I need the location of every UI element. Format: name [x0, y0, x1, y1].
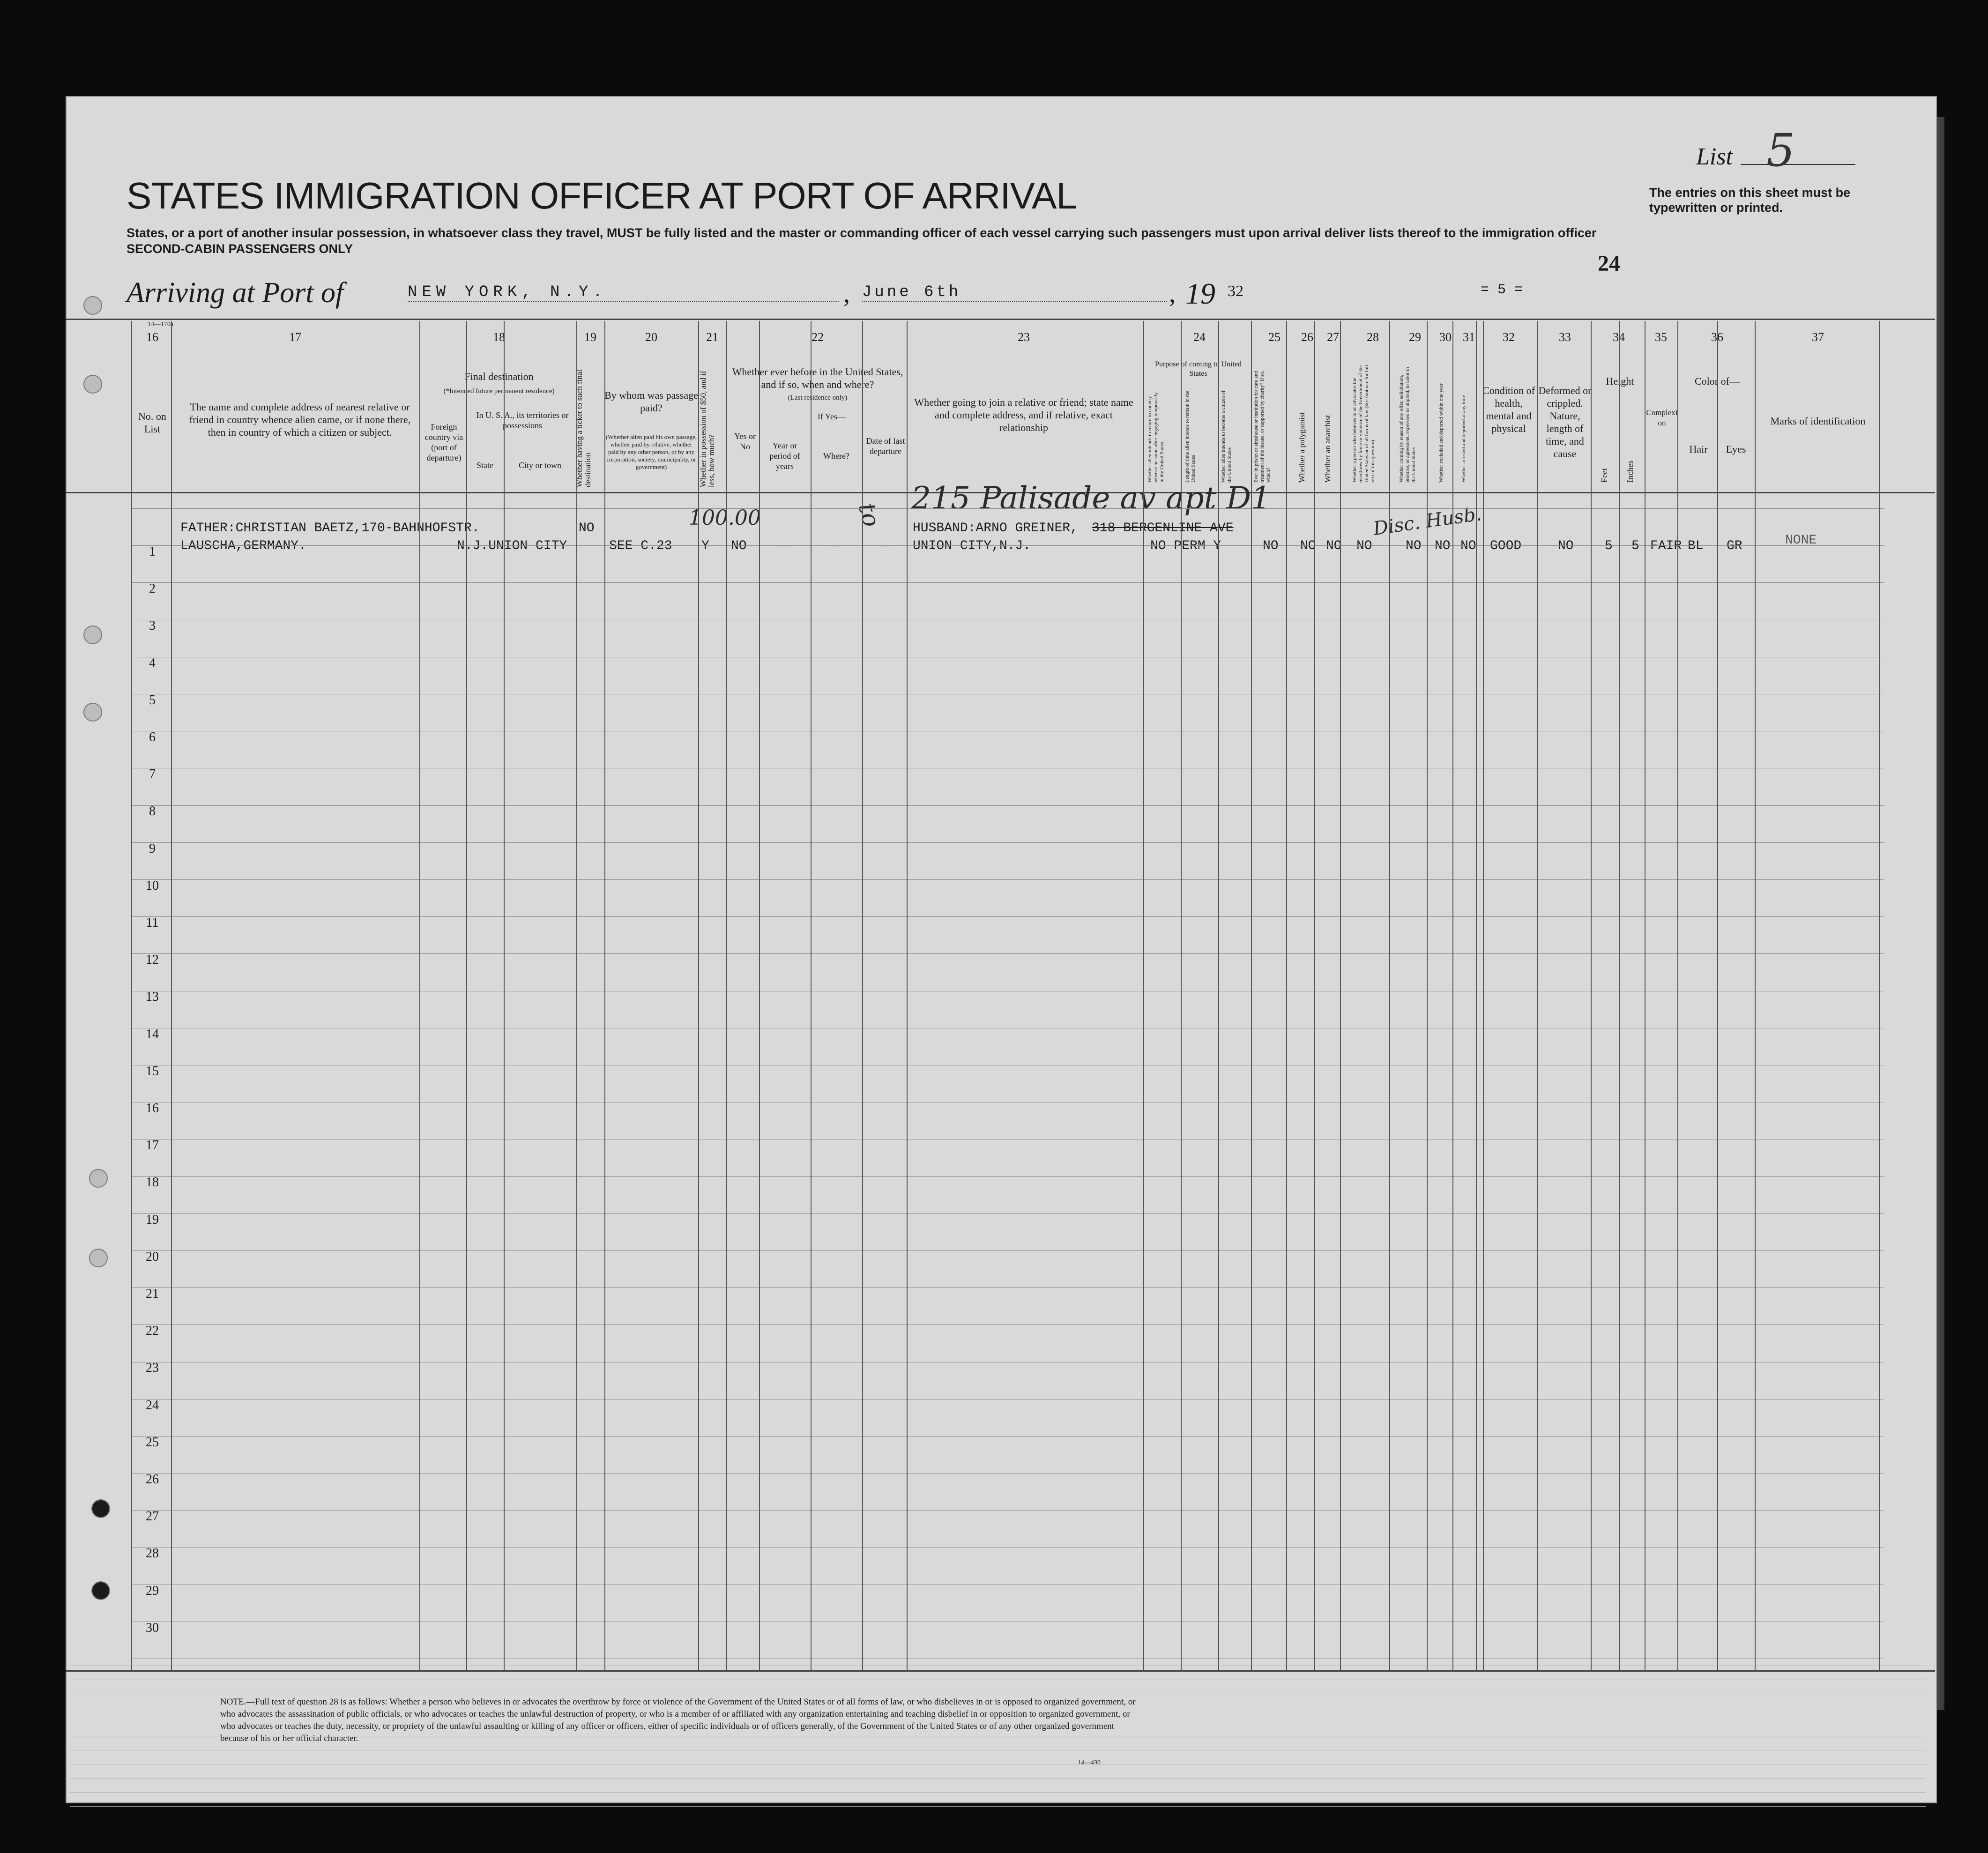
row-line — [131, 508, 1884, 509]
header-purpose: Purpose of coming to United States — [1155, 360, 1242, 378]
col-number: 37 — [1812, 330, 1824, 344]
subtitle-cabin: SECOND-CABIN PASSENGERS ONLY — [127, 242, 353, 256]
marks-value: NONE — [1785, 533, 1817, 548]
column-line — [1879, 321, 1880, 1670]
column-line — [576, 321, 577, 1670]
row-number: 19 — [146, 1212, 159, 1227]
row-number: 27 — [146, 1509, 159, 1524]
column-line — [1314, 321, 1315, 1670]
column-line — [466, 321, 467, 1670]
col-number: 23 — [1018, 330, 1030, 344]
header-deformed: Deformed or crippled. Nature, length of time, and cause — [1538, 385, 1592, 460]
feet-value: 5 — [1605, 539, 1613, 553]
column-line — [1218, 321, 1219, 1670]
header-year-period: Year or period of years — [769, 441, 800, 471]
header-in-usa: In U. S. A., its territories or possessions — [476, 410, 569, 430]
form-code: 14—170a — [148, 321, 174, 328]
relative-line-1: FATHER:CHRISTIAN BAETZ,170-BAHNHOFSTR. — [180, 521, 480, 536]
row-number: 23 — [146, 1361, 159, 1376]
ticket-value: NO — [579, 521, 595, 536]
col-number: 26 — [1301, 330, 1313, 344]
column-line — [907, 321, 908, 1670]
ruled-line — [70, 1792, 1926, 1793]
header-yes-no: Yes or No — [734, 432, 756, 451]
row-number: 12 — [146, 953, 159, 967]
relative-line-2: LAUSCHA,GERMANY. — [180, 539, 306, 553]
punch-hole — [83, 703, 102, 722]
row-number: 29 — [146, 1583, 159, 1598]
row-number: 4 — [149, 655, 156, 670]
purpose-value: NO PERM Y — [1150, 539, 1221, 553]
column-line — [1717, 321, 1718, 1670]
q31-value: NO — [1460, 539, 1476, 553]
year-prefix: 19 — [1185, 277, 1215, 310]
fifty-handwritten: 100.00 — [689, 506, 761, 530]
header-before-us: Whether ever before in the United States, and if so, when and where? — [732, 366, 903, 390]
column-line — [862, 321, 863, 1670]
header-join-relative: Whether going to join a relative or friend; state name and complete address, and if relative, exact relationship — [914, 396, 1133, 433]
row-number: 26 — [146, 1472, 159, 1487]
col-number: 25 — [1268, 330, 1281, 344]
column-line — [504, 321, 505, 1670]
column-line — [171, 321, 172, 1670]
header-question-28: Whether a person who believes in or advocates the overthrow by force or violence of the Government of the United States or of all forms of law (See footnote for full text of this question) — [1352, 365, 1376, 483]
header-color-of: Color of— — [1695, 375, 1740, 387]
row-line — [131, 1176, 1884, 1177]
header-foreign-country: Foreign country via (port of departure) — [424, 422, 463, 462]
column-line — [1476, 321, 1477, 1670]
row-line — [131, 916, 1884, 917]
deformed-value: NO — [1558, 539, 1574, 553]
row-number: 3 — [149, 618, 156, 633]
header-no-on-list: No. on List — [138, 410, 166, 435]
comma: , — [1169, 279, 1176, 308]
health-value: GOOD — [1490, 539, 1522, 553]
eyes-value: GR — [1727, 539, 1742, 553]
header-passage: By whom was passage paid? — [604, 389, 698, 414]
col-number: 29 — [1409, 330, 1421, 344]
ruled-line — [70, 1806, 1926, 1807]
row-line — [131, 582, 1884, 583]
date-value: June 6th — [862, 283, 1167, 302]
year-suffix: 32 — [1228, 283, 1243, 300]
header-date-departure: Date of last departure — [866, 436, 905, 456]
punch-hole — [83, 375, 102, 394]
column-line — [1143, 321, 1144, 1670]
column-line — [1340, 321, 1341, 1670]
table-top-rule — [66, 319, 1935, 320]
row-number: 13 — [146, 990, 159, 1005]
header-relative: The name and complete address of nearest relative or friend in country whence alien came, or if none there, then in country of which a citizen or subject. — [189, 401, 411, 438]
row-number: 15 — [146, 1064, 159, 1079]
header-city: City or town — [518, 461, 561, 470]
column-line — [1452, 321, 1453, 1670]
header-eyes: Eyes — [1726, 443, 1746, 455]
column-line — [419, 321, 420, 1670]
header-passage-note: (Whether alien paid his own passage, whether paid by relative, whether paid by any other person, or by any corporation, society, municipality, or government) — [605, 433, 697, 470]
header-ticket: Whether having a ticket to such final destination — [575, 369, 592, 487]
q29-value: NO — [1406, 539, 1422, 553]
row-number: 25 — [146, 1435, 159, 1450]
row-number: 1 — [149, 544, 156, 559]
row-line — [131, 879, 1884, 880]
column-line — [1389, 321, 1390, 1670]
punch-hole — [91, 1581, 110, 1600]
row-line — [131, 953, 1884, 954]
col-number: 27 — [1327, 330, 1339, 344]
col-number: 17 — [289, 330, 301, 344]
join-struck-address: 318 BERGENLINE AVE — [1092, 521, 1234, 536]
table-bottom-rule — [66, 1670, 1935, 1672]
row-number: 7 — [149, 767, 156, 782]
column-line — [1181, 321, 1182, 1670]
punch-hole — [91, 1499, 110, 1518]
instructions: The entries on this sheet must be typewritten or printed. — [1649, 186, 1851, 215]
row-line — [131, 1287, 1884, 1288]
before-where: — — [832, 539, 840, 553]
col-number: 16 — [146, 330, 158, 344]
before-year: — — [780, 539, 788, 553]
row-number: 2 — [149, 581, 156, 596]
row-line — [131, 842, 1884, 843]
header-hair: Hair — [1689, 443, 1708, 455]
sheet-code: = 5 = — [1481, 282, 1523, 298]
column-line — [1619, 321, 1620, 1670]
header-inches: Inches — [1625, 461, 1635, 483]
row-number: 11 — [146, 915, 159, 930]
row-line — [131, 545, 1884, 546]
row-number: 14 — [146, 1027, 159, 1042]
header-condition: Condition of health, mental and physical — [1482, 385, 1535, 434]
row-number: 6 — [149, 730, 156, 744]
hair-value: BL — [1688, 539, 1704, 553]
col-number: 21 — [706, 330, 718, 344]
header-fifty-dollars: Whether in possession of $50, and if less, how much? — [699, 371, 716, 487]
col-number: 18 — [493, 330, 505, 344]
column-line — [1251, 321, 1252, 1670]
q28-value: NO — [1356, 539, 1372, 553]
column-line — [759, 321, 760, 1670]
port-value: NEW YORK, N.Y. — [408, 283, 839, 302]
prison-value: NO — [1263, 539, 1279, 553]
row-line — [131, 1510, 1884, 1511]
row-number: 30 — [146, 1620, 159, 1635]
polygamist-value: NO — [1300, 539, 1316, 553]
list-label: List — [1696, 143, 1733, 170]
row-number: 28 — [146, 1546, 159, 1561]
row-number: 8 — [149, 804, 156, 819]
comma: , — [843, 279, 850, 308]
row-number: 24 — [146, 1398, 159, 1413]
header-labor-offer: Whether coming by reason of any offer, solicitation, promise, or agreement, expressed or implied, to labor in the United States — [1399, 367, 1416, 483]
col-number: 22 — [812, 330, 824, 344]
row-line — [131, 1250, 1884, 1251]
header-if-yes: If Yes— — [817, 412, 846, 421]
punch-hole — [89, 1169, 108, 1188]
row-number: 16 — [146, 1101, 159, 1116]
before-date: — — [881, 539, 889, 553]
column-line — [1677, 321, 1678, 1670]
column-line — [604, 321, 605, 1670]
column-line — [1286, 321, 1287, 1670]
header-prison: Ever in prison or almshouse or institution for care and treatment of the insane, or supported by charity? If so, which? — [1253, 371, 1271, 483]
anarchist-value: NO — [1326, 539, 1342, 553]
header-deported: Whether arrested and deported at any time — [1461, 395, 1467, 483]
list-underline — [1741, 164, 1855, 165]
complexion-value: FAIR — [1650, 539, 1682, 553]
header-state: State — [477, 461, 493, 470]
header-complexion: Complexion — [1646, 408, 1678, 427]
row-number: 22 — [146, 1324, 159, 1339]
row-number: 17 — [146, 1138, 159, 1153]
footnote-code: 14—430 — [1078, 1759, 1101, 1766]
header-marks: Marks of identification — [1770, 415, 1866, 427]
col-number: 19 — [584, 330, 596, 344]
header-where: Where? — [823, 451, 849, 461]
passage-value: SEE C.23 — [609, 539, 672, 553]
column-line — [1483, 321, 1484, 1670]
row-number: 10 — [146, 878, 159, 893]
join-line-2: UNION CITY,N.J. — [913, 539, 1031, 553]
punch-hole — [83, 625, 102, 644]
header-purpose-citizen: Whether alien intends to become a citizen of the United States — [1221, 390, 1232, 483]
handwritten-note: Disc. Husb. — [1371, 503, 1483, 540]
sheet-stamp: 24 — [1598, 251, 1620, 276]
ruled-line — [70, 1778, 1926, 1779]
row-number: 21 — [146, 1287, 159, 1301]
col-number: 28 — [1367, 330, 1379, 344]
row-number: 5 — [149, 692, 156, 707]
row-number: 9 — [149, 841, 156, 856]
row-number: 18 — [146, 1175, 159, 1190]
column-line — [1591, 321, 1592, 1670]
col-number: 31 — [1463, 330, 1475, 344]
inches-value: 5 — [1631, 539, 1639, 553]
punch-hole — [89, 1249, 108, 1267]
subtitle — [127, 225, 1626, 257]
col-number: 36 — [1711, 330, 1723, 344]
column-line — [726, 321, 727, 1670]
arriving-label: Arriving at Port of — [127, 277, 344, 309]
col-number: 20 — [645, 330, 657, 344]
column-line — [1755, 321, 1756, 1670]
footnote: NOTE.—Full text of question 28 is as follows: Whether a person who believes in or advocates the overthrow by force or violence of the Government of the United States or of all forms of law, or who disbelieves in or is opposed to organized government, or who advocates the assassination of public officials, or who advocates or teaches the unlawful destruction of property, or who is a member of or affiliated with any organization entertaining and teaching disbelief in or opposition to organized government, or who advocates or teaches the duty, necessity, or propriety of the unlawful assaulting or killing of any officer or officers, either of specific individuals or of officers generally, of the Government of the United States or of any other organized government because of his or her official character. — [220, 1697, 1136, 1743]
header-final-destination-note: (*Intended future permanent residence) — [443, 387, 555, 395]
column-line — [811, 321, 812, 1670]
header-excluded: Whether excluded and deported within one year — [1438, 383, 1444, 483]
col-number: 32 — [1503, 330, 1515, 344]
destination: N.J.UNION CITY — [457, 539, 567, 553]
column-line — [131, 321, 132, 1670]
header-final-destination: Final destination — [464, 371, 534, 382]
col-number: 34 — [1613, 330, 1625, 344]
column-line — [1427, 321, 1428, 1670]
q30-value: NO — [1435, 539, 1451, 553]
join-line-1: HUSBAND:ARNO GREINER, — [913, 521, 1078, 536]
row-number: 20 — [146, 1249, 159, 1264]
header-purpose-length: Length of time alien intends to remain in the United States — [1184, 390, 1196, 483]
header-polygamist: Whether a polygamist — [1297, 412, 1306, 483]
header-anarchist: Whether an anarchist — [1323, 415, 1332, 483]
column-line — [1537, 321, 1538, 1670]
col-number: 30 — [1439, 330, 1452, 344]
row-line — [131, 1213, 1884, 1214]
col-number: 35 — [1655, 330, 1667, 344]
column-line — [698, 321, 699, 1670]
punch-hole — [83, 296, 102, 315]
header-height: Height — [1606, 375, 1634, 387]
subtitle-line: States, or a port of another insular possession, in whatsoever class they travel, MUST be fully listed and the master or commanding officer of each vessel carrying such passengers must upon arrival deliver lists thereof to the immigration officer — [127, 226, 1597, 240]
handwritten-to: to — [853, 500, 886, 530]
row-line — [131, 805, 1884, 806]
list-number: 5 — [1766, 124, 1795, 177]
header-last-residence: (Last residence only) — [788, 394, 848, 402]
fifty-value: Y — [701, 539, 709, 553]
page-title: STATES IMMIGRATION OFFICER AT PORT OF ARRIVAL — [127, 175, 1077, 216]
join-handwritten-address: 215 Palisade av apt D1 — [911, 480, 1271, 516]
header-purpose-return: Whether alien intends to return to country whence he came after engaging temporarily in the United States — [1147, 392, 1165, 483]
before-yes-no: NO — [731, 539, 747, 553]
col-number: 24 — [1193, 330, 1206, 344]
col-number: 33 — [1559, 330, 1571, 344]
header-feet: Feet — [1600, 468, 1609, 483]
